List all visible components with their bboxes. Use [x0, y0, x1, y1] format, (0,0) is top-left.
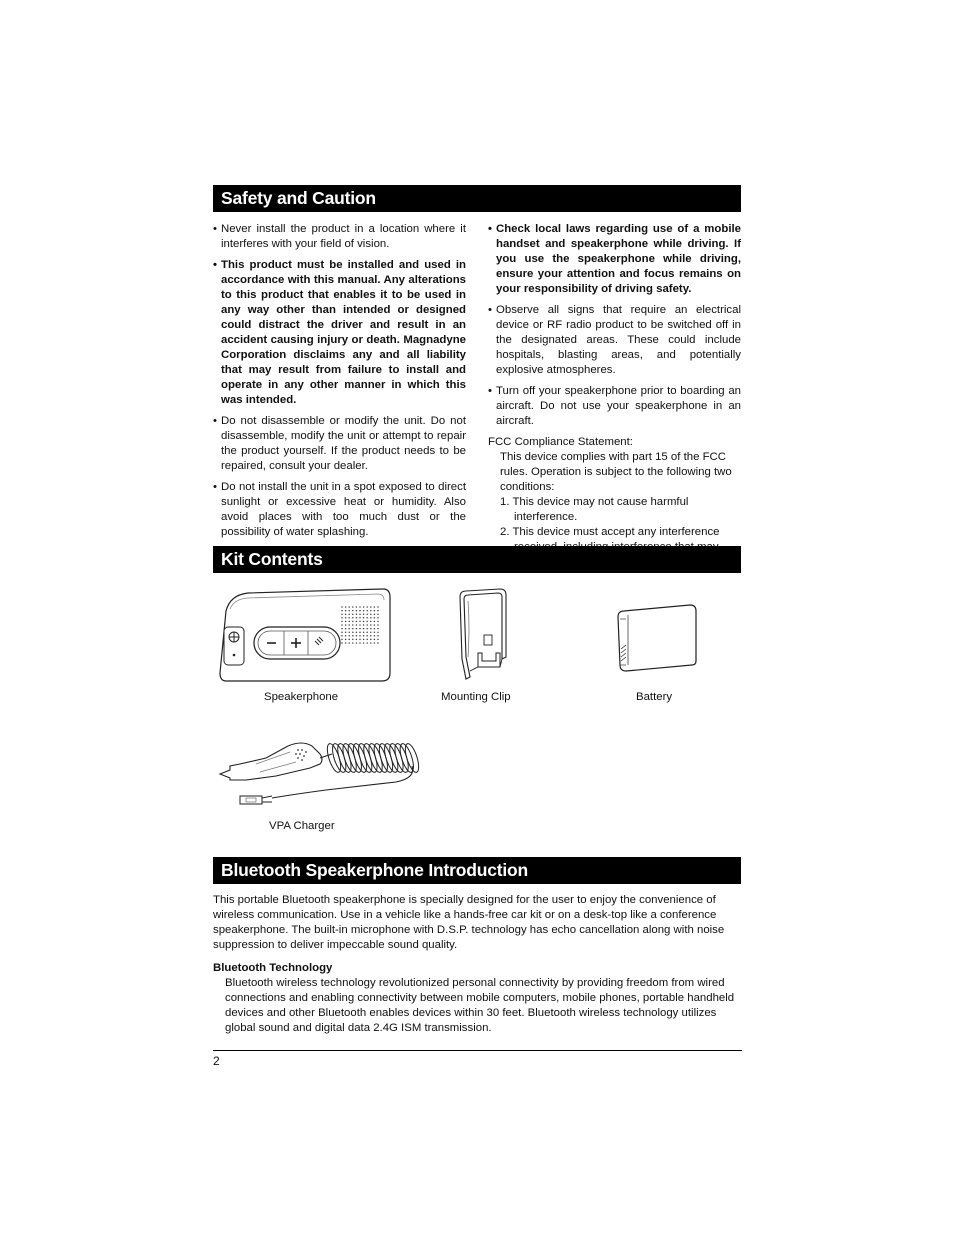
safety-item: • Observe all signs that require an electrical device or RF radio product to be switched off in the designated areas. These could include hospitals, blasting areas, and potentially explosive atmospheres.: [488, 303, 741, 378]
footer-rule: [213, 1050, 742, 1051]
safety-item: • Never install the product in a location where it interferes with your field of vision.: [213, 222, 466, 252]
fcc-body: This device complies with part 15 of the FCC rules. Operation is subject to the following two conditions:: [500, 451, 732, 493]
safety-right-column: [488, 222, 741, 570]
fcc-title: FCC Compliance Statement:: [488, 436, 633, 448]
kit-label-mounting-clip: Mounting Clip: [441, 691, 511, 703]
battery-illustration: [616, 605, 698, 671]
kit-label-battery: Battery: [636, 691, 673, 703]
safety-item-warning: • Check local laws regarding use of a mobile handset and speakerphone while driving. If you use the speakerphone while driving, ensure your attention and focus remains on your responsibility of driving safety.: [488, 222, 741, 297]
kit-label-charger: VPA Charger: [269, 820, 335, 832]
section-heading-kit: Kit Contents: [213, 546, 741, 573]
intro-text: [213, 893, 741, 1036]
page-number: 2: [213, 1054, 220, 1068]
safety-item: • Do not disassemble or modify the unit. Do not disassemble, modify the unit or attempt to repair the product yourself. If the product needs to be repaired, consult your dealer.: [213, 414, 466, 474]
intro-paragraph: This portable Bluetooth speakerphone is specially designed for the user to enjoy the convenience of wireless communication. Use in a vehicle like a hands-free car kit or on a desk-top like a conference speakerphone. The built-in microphone with D.S.P. technology has echo cancellation along with noise suppression to deliver impeccable sound quality.: [213, 894, 725, 951]
safety-item: • Do not install the unit in a spot exposed to direct sunlight or excessive heat or humidity. Also avoid places with too much dust or the possibility of water splashing.: [213, 480, 466, 540]
mounting-clip-illustration: [452, 587, 512, 682]
safety-item: • Turn off your speakerphone prior to boarding an aircraft. Do not use your speakerphone in an aircraft.: [488, 384, 741, 429]
safety-item-warning: • This product must be installed and used in accordance with this manual. Any alterations to this product that enables it to be used in any way other than intended or designed could distract the driver and result in an accident causing injury or death. Magnadyne Corporation disclaims any and all liability that may result from failure to install and operate in any other manner in which this was intended.: [213, 258, 466, 408]
fcc-condition: 1. This device may not cause harmful interference.: [500, 496, 689, 523]
kit-label-speakerphone: Speakerphone: [264, 691, 339, 703]
safety-left-column: [213, 222, 466, 546]
speakerphone-illustration: [218, 589, 393, 684]
bluetooth-technology-body: Bluetooth wireless technology revolutionized personal connectivity by providing freedom from wired connections and enabling connectivity between mobile computers, mobile phones, portable handheld devices and other Bluetooth enables devices within 30 feet. Bluetooth wireless technology utilizes global sound and digital data 2.4G ISM transmission.: [225, 977, 735, 1034]
section-heading-intro: Bluetooth Speakerphone Introduction: [213, 857, 741, 884]
fcc-condition: 2. This device must accept any interference: [500, 526, 720, 538]
bluetooth-technology-heading: Bluetooth Technology: [213, 962, 333, 974]
section-heading-safety: Safety and Caution: [213, 185, 741, 212]
vpa-charger-illustration: [216, 738, 426, 810]
